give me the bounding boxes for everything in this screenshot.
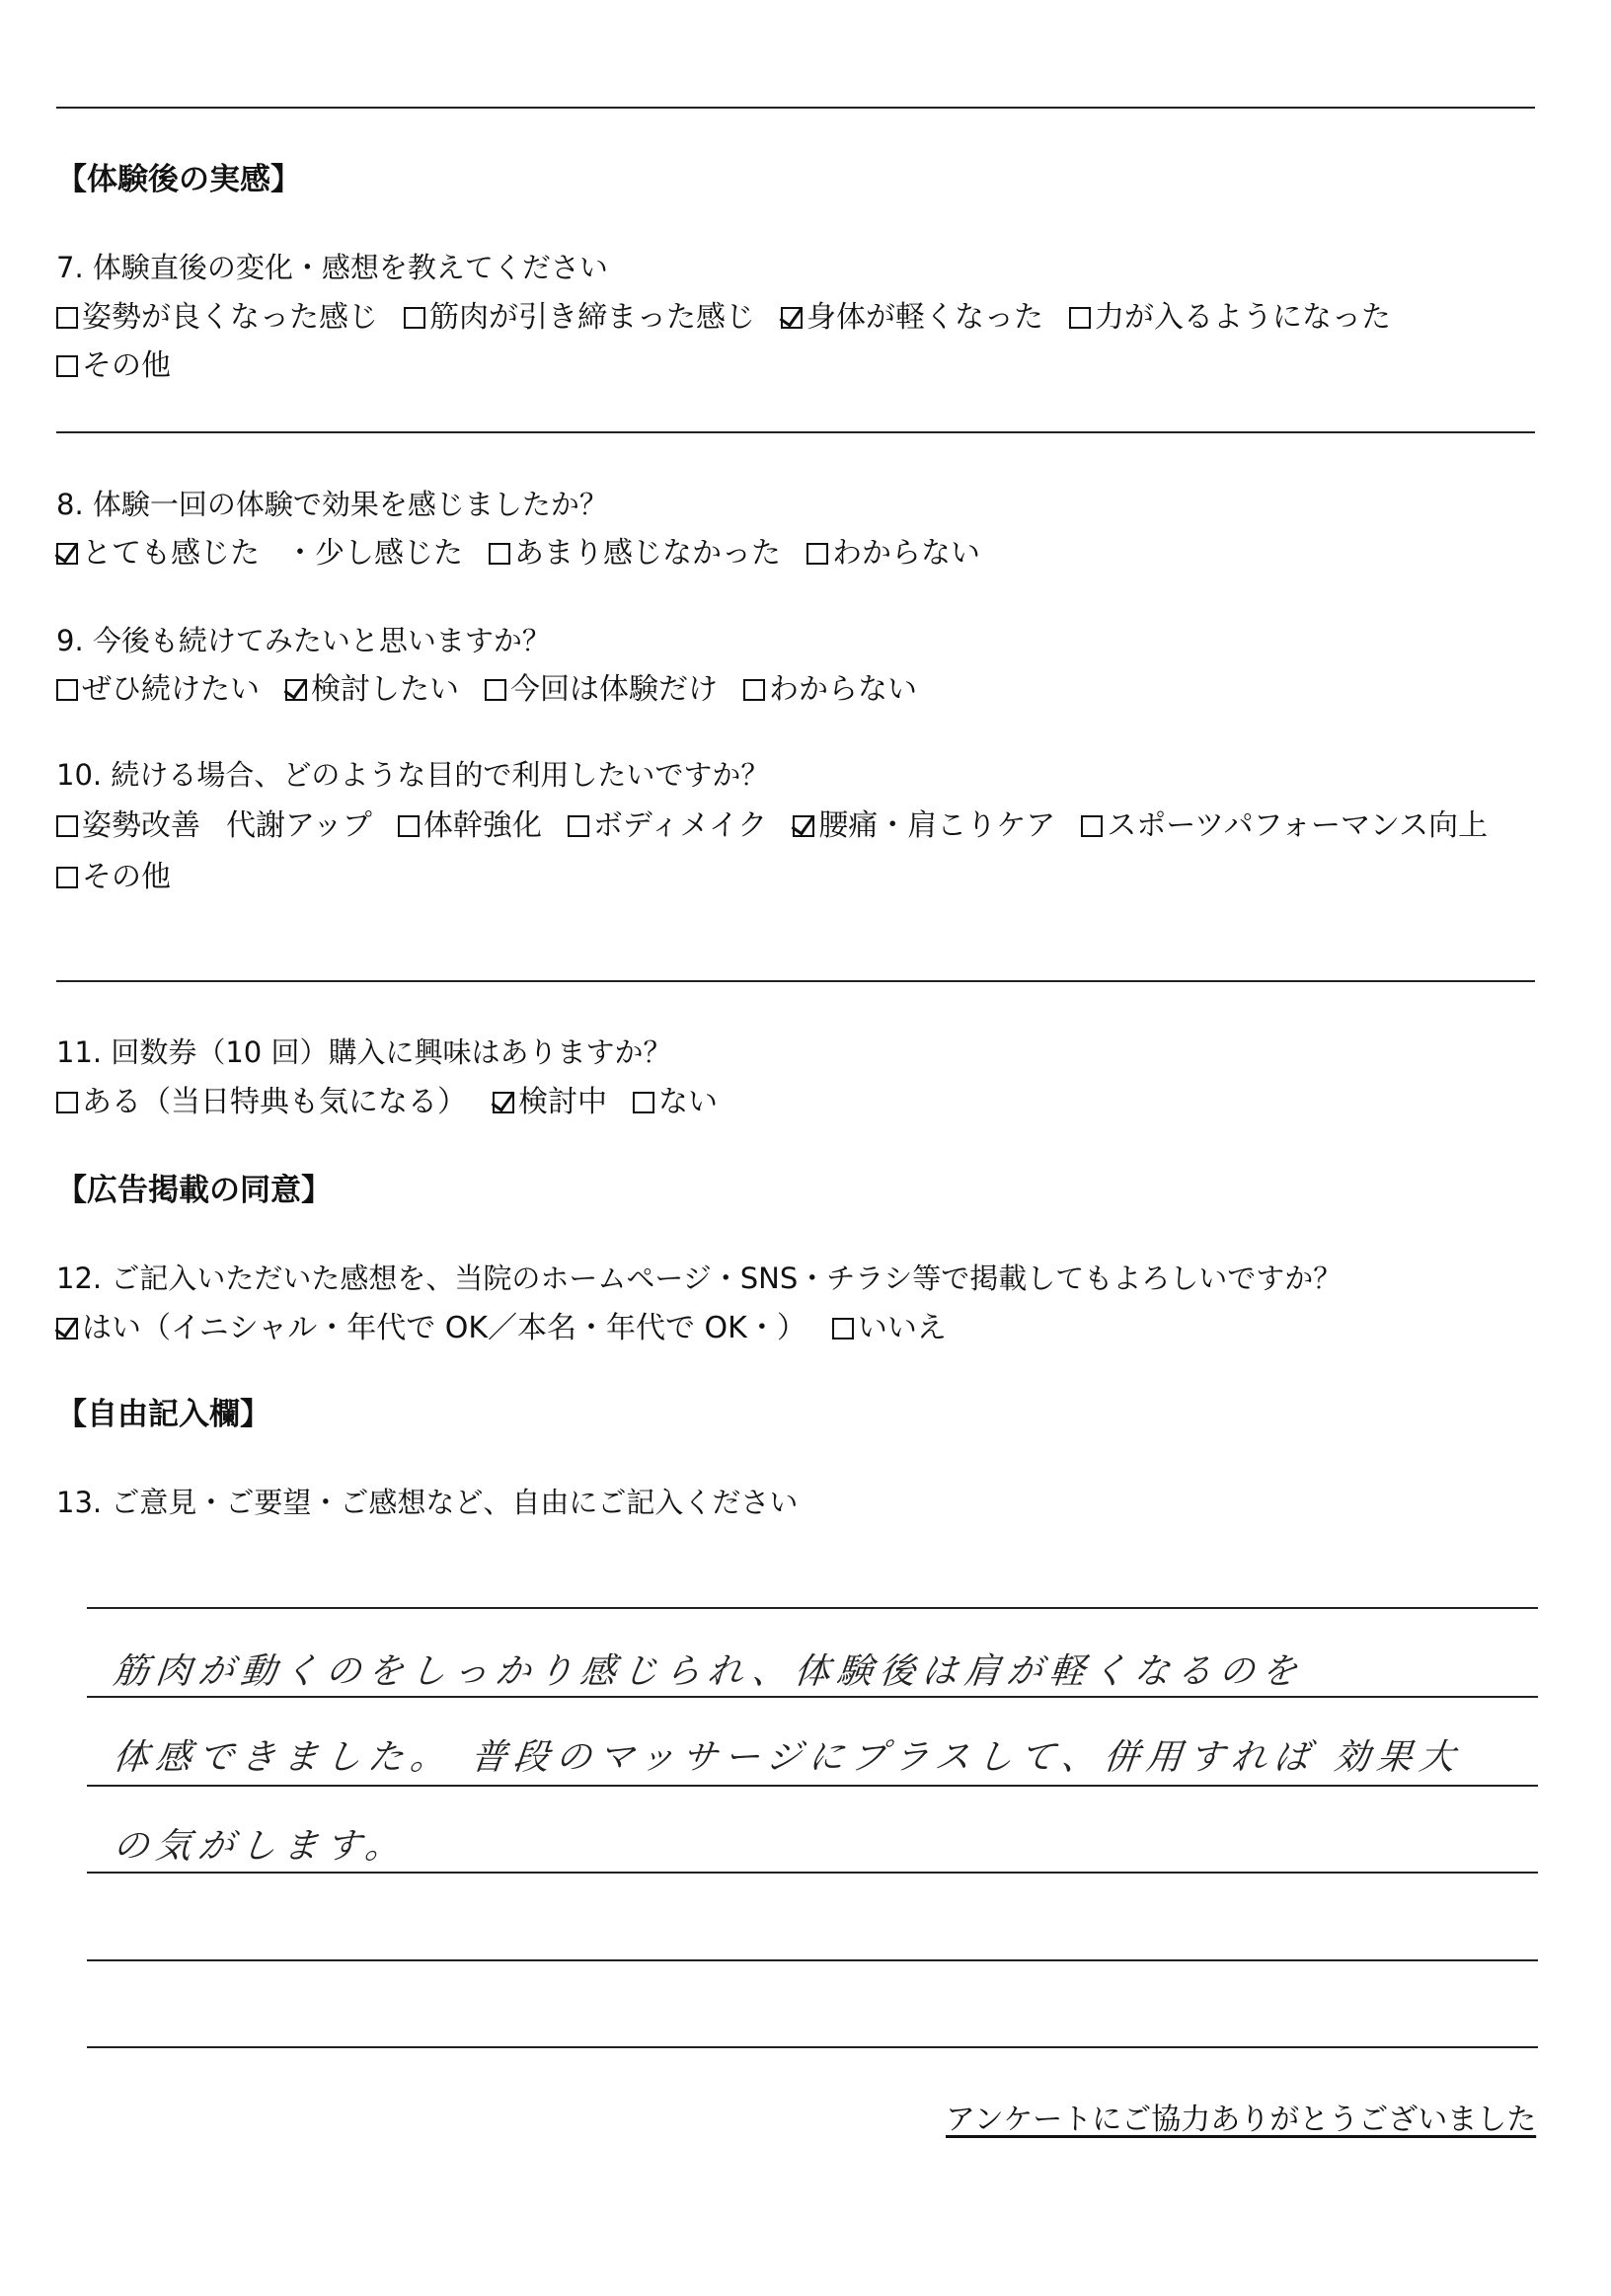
option xyxy=(1081,807,1488,845)
option-label: その他 xyxy=(82,860,171,894)
q7-options-other xyxy=(56,347,196,385)
q11-options xyxy=(56,1084,743,1121)
checkbox[interactable] xyxy=(56,679,78,701)
option xyxy=(226,807,372,845)
divider xyxy=(56,431,1535,433)
checkbox[interactable] xyxy=(633,1092,654,1113)
option xyxy=(493,1084,607,1121)
option-label: 力が入るようになった xyxy=(1095,300,1391,335)
option xyxy=(56,535,260,573)
q10-options xyxy=(56,807,1513,845)
option xyxy=(56,347,171,385)
writing-line xyxy=(87,1785,1538,1787)
option-label: 検討中 xyxy=(518,1085,607,1119)
checked-checkbox[interactable] xyxy=(285,679,307,701)
checked-checkbox[interactable] xyxy=(493,1092,514,1113)
option-label: 姿勢が良くなった感じ xyxy=(82,300,378,335)
option xyxy=(633,1084,718,1121)
checked-checkbox[interactable] xyxy=(56,543,78,565)
option-label: スポーツパフォーマンス向上 xyxy=(1107,808,1489,843)
option xyxy=(56,299,378,337)
option-label: あまり感じなかった xyxy=(514,536,781,571)
question-12: 12. ご記入いただいた感想を、当院のホームページ・SNS・チラシ等で掲載してもよろしいですか？ xyxy=(56,1262,1342,1295)
thank-you-note: アンケートにご協力ありがとうございました xyxy=(946,2103,1537,2137)
option xyxy=(485,671,718,709)
checkbox[interactable] xyxy=(56,355,78,377)
option xyxy=(56,807,200,845)
option xyxy=(404,299,755,337)
section-heading-consent: 【広告掲載の同意】 xyxy=(56,1173,332,1208)
checkbox[interactable] xyxy=(56,867,78,888)
checked-checkbox[interactable] xyxy=(793,815,814,837)
option xyxy=(781,299,1043,337)
option-label: ・少し感じた xyxy=(285,536,463,571)
checkbox[interactable] xyxy=(568,815,589,837)
section-heading-free: 【自由記入欄】 xyxy=(56,1397,270,1432)
checkbox[interactable] xyxy=(56,1092,78,1113)
q7-options xyxy=(56,299,1417,337)
option-label: 筋肉が引き締まった感じ xyxy=(429,300,755,335)
option-label: 姿勢改善 xyxy=(82,808,200,843)
q9-options xyxy=(56,671,943,709)
checkbox[interactable] xyxy=(56,815,78,837)
option-label: とても感じた xyxy=(82,536,260,571)
option xyxy=(489,535,781,573)
divider xyxy=(56,107,1535,109)
checked-checkbox[interactable] xyxy=(781,307,803,329)
writing-line xyxy=(87,1872,1538,1874)
option xyxy=(285,535,463,573)
option-label: ある（当日特典も気になる） xyxy=(82,1085,467,1119)
option xyxy=(285,671,459,709)
handwritten-line-2: 体感できました。 普段のマッサージにプラスして、併用すれば 効果大 xyxy=(111,1737,1464,1778)
option-label: わからない xyxy=(769,672,917,707)
option-label: ぜひ続けたい xyxy=(82,672,260,707)
option xyxy=(806,535,980,573)
checkbox[interactable] xyxy=(1081,815,1103,837)
option xyxy=(793,807,1055,845)
writing-line xyxy=(87,2046,1538,2048)
option xyxy=(56,1310,806,1347)
option-label: 検討したい xyxy=(311,672,459,707)
divider xyxy=(56,980,1535,982)
option xyxy=(1069,299,1391,337)
option-label: いいえ xyxy=(857,1311,947,1345)
option-label: 身体が軽くなった xyxy=(806,300,1043,335)
writing-line xyxy=(87,1607,1538,1609)
q12-options xyxy=(56,1310,972,1347)
option xyxy=(743,671,917,709)
checkbox[interactable] xyxy=(806,543,828,565)
q10-options-other xyxy=(56,859,196,896)
option-label: 腰痛・肩こりケア xyxy=(818,808,1056,843)
question-13: 13. ご意見・ご要望・ご感想など、自由にご記入ください xyxy=(56,1486,799,1519)
handwritten-line-1: 筋肉が動くのをしっかり感じられ、体験後は肩が軽くなるのを xyxy=(111,1651,1307,1692)
checkbox[interactable] xyxy=(485,679,506,701)
checkbox[interactable] xyxy=(56,307,78,329)
question-8: 8. 体験一回の体験で効果を感じましたか？ xyxy=(56,488,608,521)
option-label: 今回は体験だけ xyxy=(510,672,718,707)
handwritten-line-3: の気がします。 xyxy=(111,1826,410,1867)
option xyxy=(568,807,767,845)
writing-line xyxy=(87,1696,1538,1698)
option-label: ない xyxy=(658,1085,718,1119)
option-label: はい（イニシャル・年代で OK／本名・年代で OK・） xyxy=(82,1311,806,1345)
option-label: ボディメイク xyxy=(592,808,768,843)
checkbox[interactable] xyxy=(398,815,420,837)
option xyxy=(56,859,171,896)
checkbox[interactable] xyxy=(743,679,765,701)
checked-checkbox[interactable] xyxy=(56,1318,78,1339)
option xyxy=(56,1084,467,1121)
checkbox[interactable] xyxy=(404,307,425,329)
checkbox[interactable] xyxy=(1069,307,1091,329)
question-9: 9. 今後も続けてみたいと思いますか？ xyxy=(56,624,551,657)
question-11: 11. 回数券（10 回）購入に興味はありますか？ xyxy=(56,1035,672,1069)
writing-line xyxy=(87,1959,1538,1961)
option xyxy=(832,1310,947,1347)
question-7: 7. 体験直後の変化・感想を教えてください xyxy=(56,251,608,284)
option xyxy=(56,671,260,709)
q8-options xyxy=(56,535,1006,573)
section-heading-impression: 【体験後の実感】 xyxy=(56,162,301,197)
option-label: 代謝アップ xyxy=(226,808,372,843)
option-label: 体幹強化 xyxy=(422,808,542,843)
question-10: 10. 続ける場合、どのような目的で利用したいですか？ xyxy=(56,758,770,792)
option xyxy=(398,807,542,845)
checkbox[interactable] xyxy=(489,543,510,565)
option-label: わからない xyxy=(832,536,980,571)
option-label: その他 xyxy=(82,348,171,383)
checkbox[interactable] xyxy=(832,1318,854,1339)
